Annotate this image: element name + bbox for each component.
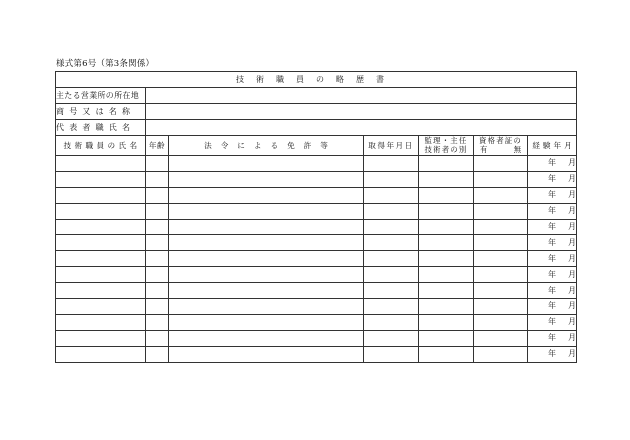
acquired-date-cell[interactable]	[364, 346, 419, 362]
acquired-date-cell[interactable]	[364, 330, 419, 346]
acquired-date-cell[interactable]	[364, 235, 419, 251]
qualification-cell[interactable]	[474, 251, 528, 267]
month-label: 月	[568, 190, 576, 200]
month-label: 月	[568, 174, 576, 184]
staff-name-cell[interactable]	[56, 203, 146, 219]
qualification-cell[interactable]	[474, 235, 528, 251]
column-header-acquired-date: 取得年月日	[364, 136, 419, 156]
acquired-date-cell[interactable]	[364, 299, 419, 315]
staff-name-cell[interactable]	[56, 219, 146, 235]
license-cell[interactable]	[169, 156, 364, 172]
age-cell[interactable]	[146, 330, 169, 346]
qualification-cell[interactable]	[474, 156, 528, 172]
year-label: 年	[548, 317, 556, 327]
age-cell[interactable]	[146, 171, 169, 187]
age-cell[interactable]	[146, 314, 169, 330]
qualification-yes-label: 有	[480, 144, 488, 154]
year-label: 年	[548, 349, 556, 359]
qualification-cell[interactable]	[474, 314, 528, 330]
experience-cell[interactable]	[528, 299, 577, 315]
age-cell[interactable]	[146, 219, 169, 235]
age-cell[interactable]	[146, 187, 169, 203]
year-label: 年	[548, 253, 556, 263]
representative-label: 代表者職氏名	[56, 120, 146, 136]
table-row	[56, 187, 577, 203]
acquired-date-cell[interactable]	[364, 283, 419, 299]
license-cell[interactable]	[169, 267, 364, 283]
experience-cell[interactable]	[528, 203, 577, 219]
staff-name-cell[interactable]	[56, 330, 146, 346]
role-cell[interactable]	[419, 203, 474, 219]
field-row-office-address	[56, 88, 577, 104]
role-cell[interactable]	[419, 267, 474, 283]
month-label: 月	[568, 333, 576, 343]
table-row	[56, 203, 577, 219]
column-header-row	[56, 136, 577, 156]
role-cell[interactable]	[419, 346, 474, 362]
staff-name-cell[interactable]	[56, 171, 146, 187]
column-header-name: 技術職員の氏名	[56, 136, 146, 156]
experience-cell[interactable]	[528, 235, 577, 251]
trade-name-label: 商号又は名称	[56, 104, 146, 120]
office-address-field[interactable]	[146, 88, 577, 104]
month-label: 月	[568, 317, 576, 327]
year-label: 年	[548, 158, 556, 168]
staff-name-cell[interactable]	[56, 156, 146, 172]
license-cell[interactable]	[169, 187, 364, 203]
role-cell[interactable]	[419, 330, 474, 346]
month-label: 月	[568, 301, 576, 311]
month-label: 月	[568, 237, 576, 247]
year-label: 年	[548, 190, 556, 200]
month-label: 月	[568, 206, 576, 216]
month-label: 月	[568, 253, 576, 263]
table-row	[56, 283, 577, 299]
staff-name-cell[interactable]	[56, 346, 146, 362]
experience-cell[interactable]	[528, 267, 577, 283]
column-header-qualification	[474, 136, 528, 156]
qualification-no-label: 無	[513, 144, 521, 154]
month-label: 月	[568, 269, 576, 279]
year-label: 年	[548, 333, 556, 343]
experience-cell[interactable]	[528, 156, 577, 172]
age-cell[interactable]	[146, 251, 169, 267]
age-cell[interactable]	[146, 203, 169, 219]
month-label: 月	[568, 349, 576, 359]
table-row	[56, 235, 577, 251]
acquired-date-cell[interactable]	[364, 171, 419, 187]
age-cell[interactable]	[146, 283, 169, 299]
license-cell[interactable]	[169, 330, 364, 346]
year-label: 年	[548, 222, 556, 231]
qualification-cell[interactable]	[474, 267, 528, 283]
year-label: 年	[548, 237, 556, 247]
qualification-cell[interactable]	[474, 283, 528, 299]
license-cell[interactable]	[169, 203, 364, 219]
resume-form-table	[55, 71, 577, 363]
form-number: 様式第6号（第3条関係）	[56, 59, 155, 69]
experience-cell[interactable]	[528, 346, 577, 362]
role-cell[interactable]	[419, 156, 474, 172]
qualification-cell[interactable]	[474, 346, 528, 362]
acquired-date-cell[interactable]	[364, 314, 419, 330]
representative-field[interactable]	[146, 120, 577, 136]
qualification-cell[interactable]	[474, 203, 528, 219]
month-label: 月	[568, 158, 576, 168]
experience-cell[interactable]	[528, 187, 577, 203]
trade-name-field[interactable]	[146, 104, 577, 120]
year-label: 年	[548, 269, 556, 279]
license-cell[interactable]	[169, 251, 364, 267]
staff-name-cell[interactable]	[56, 251, 146, 267]
table-row	[56, 267, 577, 283]
role-cell[interactable]	[419, 235, 474, 251]
experience-cell[interactable]	[528, 283, 577, 299]
title-row	[56, 72, 577, 88]
table-row	[56, 346, 577, 362]
column-header-role-line2: 技術者の別	[424, 144, 468, 154]
qualification-cell[interactable]	[474, 299, 528, 315]
month-label: 月	[568, 222, 576, 231]
staff-name-cell[interactable]	[56, 283, 146, 299]
column-header-age: 年齢	[146, 136, 169, 156]
qualification-cell[interactable]	[474, 187, 528, 203]
license-cell[interactable]	[169, 299, 364, 315]
table-row	[56, 171, 577, 187]
age-cell[interactable]	[146, 299, 169, 315]
column-header-qualification-line1: 資格者証の	[479, 135, 522, 145]
column-header-role	[419, 136, 474, 156]
acquired-date-cell[interactable]	[364, 187, 419, 203]
year-label: 年	[548, 174, 556, 184]
experience-cell[interactable]	[528, 330, 577, 346]
experience-cell[interactable]	[528, 251, 577, 267]
experience-cell[interactable]	[528, 171, 577, 187]
license-cell[interactable]	[169, 171, 364, 187]
license-cell[interactable]	[169, 283, 364, 299]
role-cell[interactable]	[419, 314, 474, 330]
qualification-cell[interactable]	[474, 219, 528, 235]
license-cell[interactable]	[169, 314, 364, 330]
acquired-date-cell[interactable]	[364, 251, 419, 267]
staff-name-cell[interactable]	[56, 314, 146, 330]
form-title: 技術職員の略歴書	[56, 72, 577, 88]
staff-name-cell[interactable]	[56, 187, 146, 203]
role-cell[interactable]	[419, 251, 474, 267]
experience-cell[interactable]	[528, 314, 577, 330]
field-row-trade-name	[56, 104, 577, 120]
age-cell[interactable]	[146, 346, 169, 362]
age-cell[interactable]	[146, 156, 169, 172]
role-cell[interactable]	[419, 299, 474, 315]
license-cell[interactable]	[169, 219, 364, 235]
role-cell[interactable]	[419, 171, 474, 187]
staff-name-cell[interactable]	[56, 235, 146, 251]
age-cell[interactable]	[146, 267, 169, 283]
column-header-experience: 経験年月	[528, 136, 577, 156]
staff-name-cell[interactable]	[56, 267, 146, 283]
age-cell[interactable]	[146, 235, 169, 251]
office-address-label: 主たる営業所の所在地	[56, 88, 146, 104]
year-label: 年	[548, 206, 556, 216]
role-cell[interactable]	[419, 187, 474, 203]
acquired-date-cell[interactable]	[364, 203, 419, 219]
table-row	[56, 251, 577, 267]
year-label: 年	[548, 285, 556, 295]
qualification-cell[interactable]	[474, 330, 528, 346]
qualification-cell[interactable]	[474, 171, 528, 187]
table-row	[56, 299, 577, 315]
year-label: 年	[548, 301, 556, 311]
table-row	[56, 156, 577, 172]
role-cell[interactable]	[419, 219, 474, 235]
experience-cell[interactable]	[528, 219, 577, 235]
role-cell[interactable]	[419, 283, 474, 299]
column-header-role-line1: 監理・主任	[424, 135, 468, 145]
column-header-license: 法令による免許等	[169, 136, 364, 156]
resume-form-sheet	[55, 71, 576, 362]
table-row	[56, 219, 577, 235]
column-header-qualification-line2	[474, 146, 527, 155]
table-row	[56, 314, 577, 330]
field-row-representative	[56, 120, 577, 136]
license-cell[interactable]	[169, 235, 364, 251]
acquired-date-cell[interactable]	[364, 156, 419, 172]
acquired-date-cell[interactable]	[364, 267, 419, 283]
acquired-date-cell[interactable]	[364, 219, 419, 235]
license-cell[interactable]	[169, 346, 364, 362]
table-row	[56, 330, 577, 346]
staff-name-cell[interactable]	[56, 299, 146, 315]
month-label: 月	[568, 285, 576, 295]
